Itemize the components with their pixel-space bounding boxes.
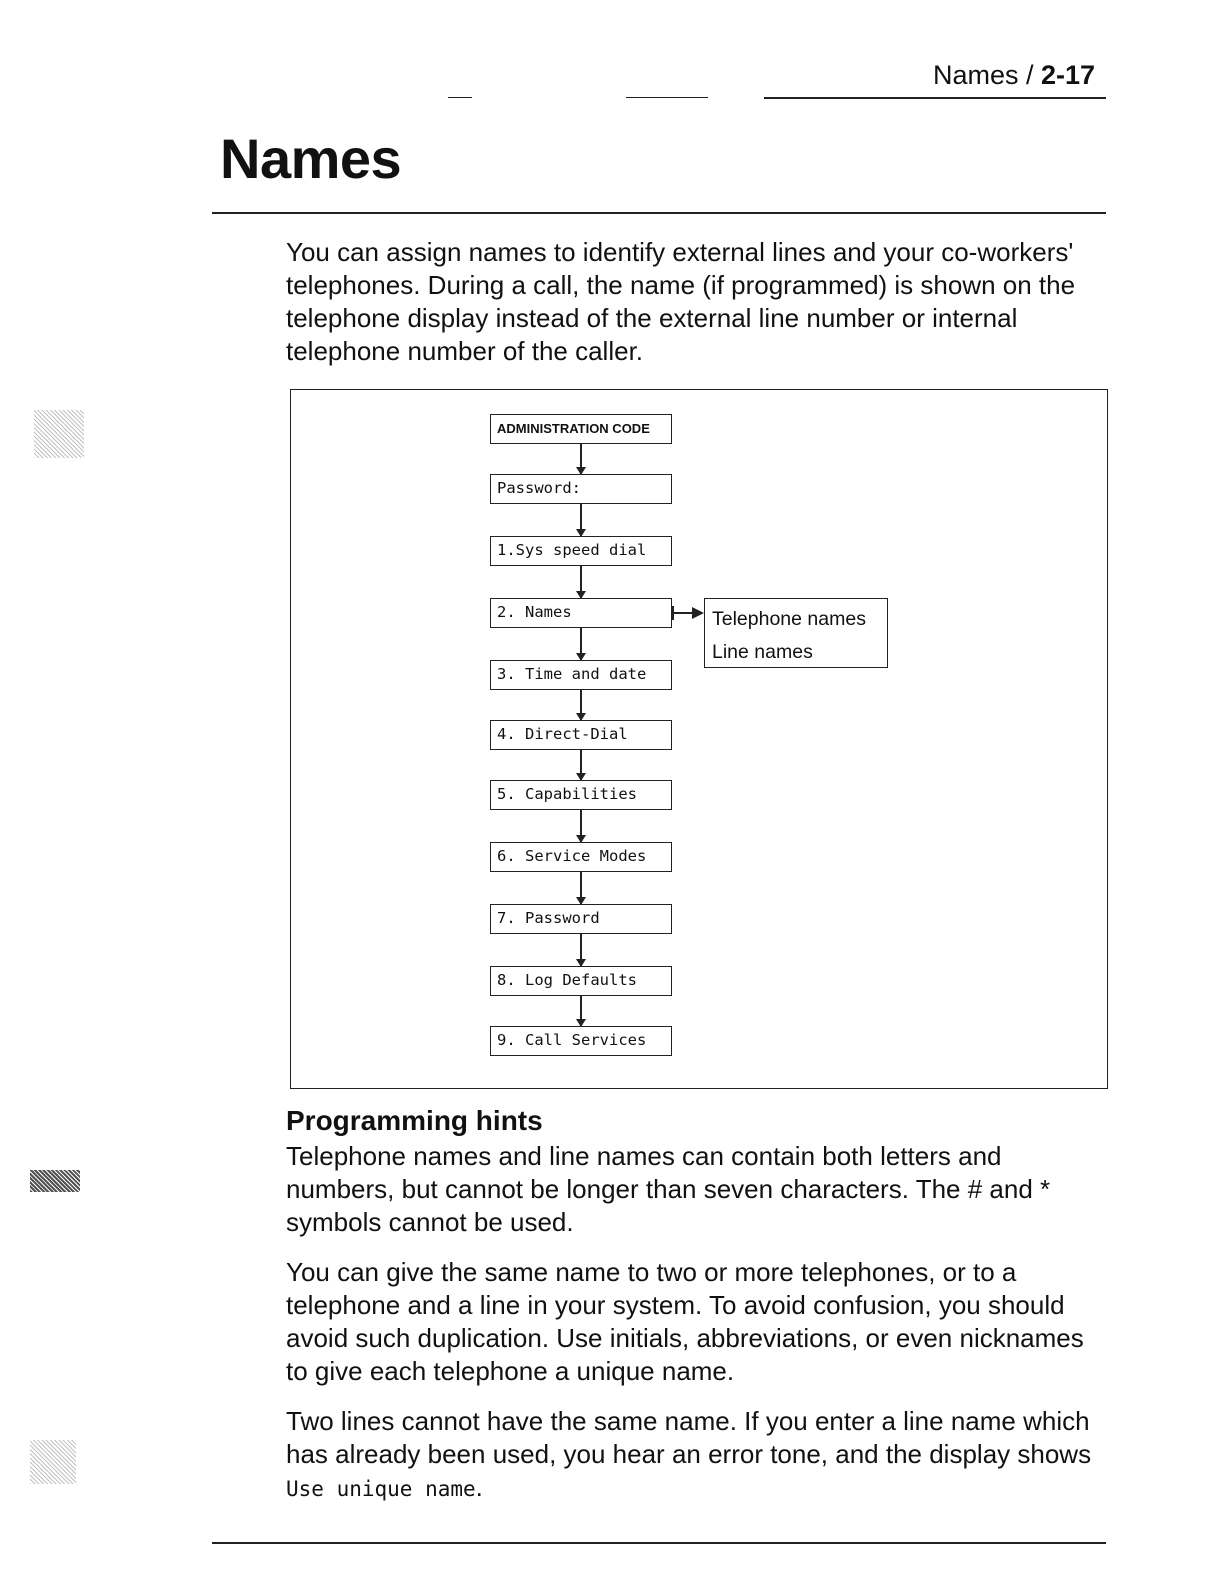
hints-p3-end: . [475, 1472, 483, 1502]
flow-arrow [580, 934, 582, 966]
flow-step-sys-speed-dial: 1.Sys speed dial [490, 536, 672, 566]
hints-paragraph-3 [286, 1405, 1106, 1506]
flow-arrow [580, 504, 582, 536]
header-rule-segment [626, 97, 708, 98]
flow-step-password: 7. Password [490, 904, 672, 934]
page-number: 2-17 [1041, 60, 1096, 90]
hints-p3-text: Two lines cannot have the same name. If you enter a line name which has already been used, you hear an error tone, and the display shows [286, 1406, 1092, 1469]
hints-heading: Programming hints [286, 1105, 543, 1136]
scan-artifact [30, 1170, 80, 1192]
flow-step-names: 2. Names [490, 598, 672, 628]
section-name: Names / [933, 60, 1042, 90]
flow-step-service-modes: 6. Service Modes [490, 842, 672, 872]
flow-step-administration-code: ADMINISTRATION CODE [490, 414, 672, 444]
header-rule-segment [448, 97, 472, 98]
flow-arrow [580, 872, 582, 904]
flow-step-time-and-date: 3. Time and date [490, 660, 672, 690]
names-submenu-box [704, 598, 888, 668]
title-rule [212, 212, 1106, 214]
submenu-item-line-names: Line names [712, 641, 813, 663]
flow-step-password-prompt: Password: [490, 474, 672, 504]
flow-step-log-defaults: 8. Log Defaults [490, 966, 672, 996]
scan-artifact [34, 410, 84, 458]
flow-arrow [580, 444, 582, 474]
flow-step-call-services: 9. Call Services [490, 1026, 672, 1056]
page-title: Names [220, 127, 402, 190]
footer-rule [212, 1542, 1106, 1544]
flow-arrow [580, 690, 582, 720]
submenu-item-telephone-names: Telephone names [712, 608, 866, 630]
flow-arrow [580, 810, 582, 842]
flow-arrow [580, 566, 582, 598]
flow-arrow [580, 750, 582, 780]
hints-paragraph-1: Telephone names and line names can contain both letters and numbers, but cannot be longer than seven characters. The # and * symbols cannot be used. [286, 1141, 1051, 1237]
intro-paragraph: You can assign names to identify external lines and your co-workers' telephones. During a call, the name (if programmed) is shown on the telephone display instead of the external line number or internal telephone number of the caller. [286, 237, 1076, 366]
running-header [933, 60, 1095, 91]
hints-paragraph-2: You can give the same name to two or more telephones, or to a telephone and a line in your system. To avoid confusion, you should avoid such duplication. Use initials, abbreviations, or even nicknames to give each telephone a unique name. [286, 1257, 1084, 1386]
scan-artifact [30, 1440, 76, 1484]
header-rule [764, 97, 1106, 99]
flowchart-frame [290, 389, 1108, 1089]
flow-step-capabilities: 5. Capabilities [490, 780, 672, 810]
submenu-connector-arrow [672, 612, 702, 614]
display-message: Use unique name [286, 1477, 476, 1501]
flow-step-direct-dial: 4. Direct-Dial [490, 720, 672, 750]
flow-arrow [580, 996, 582, 1026]
flow-arrow [580, 628, 582, 660]
